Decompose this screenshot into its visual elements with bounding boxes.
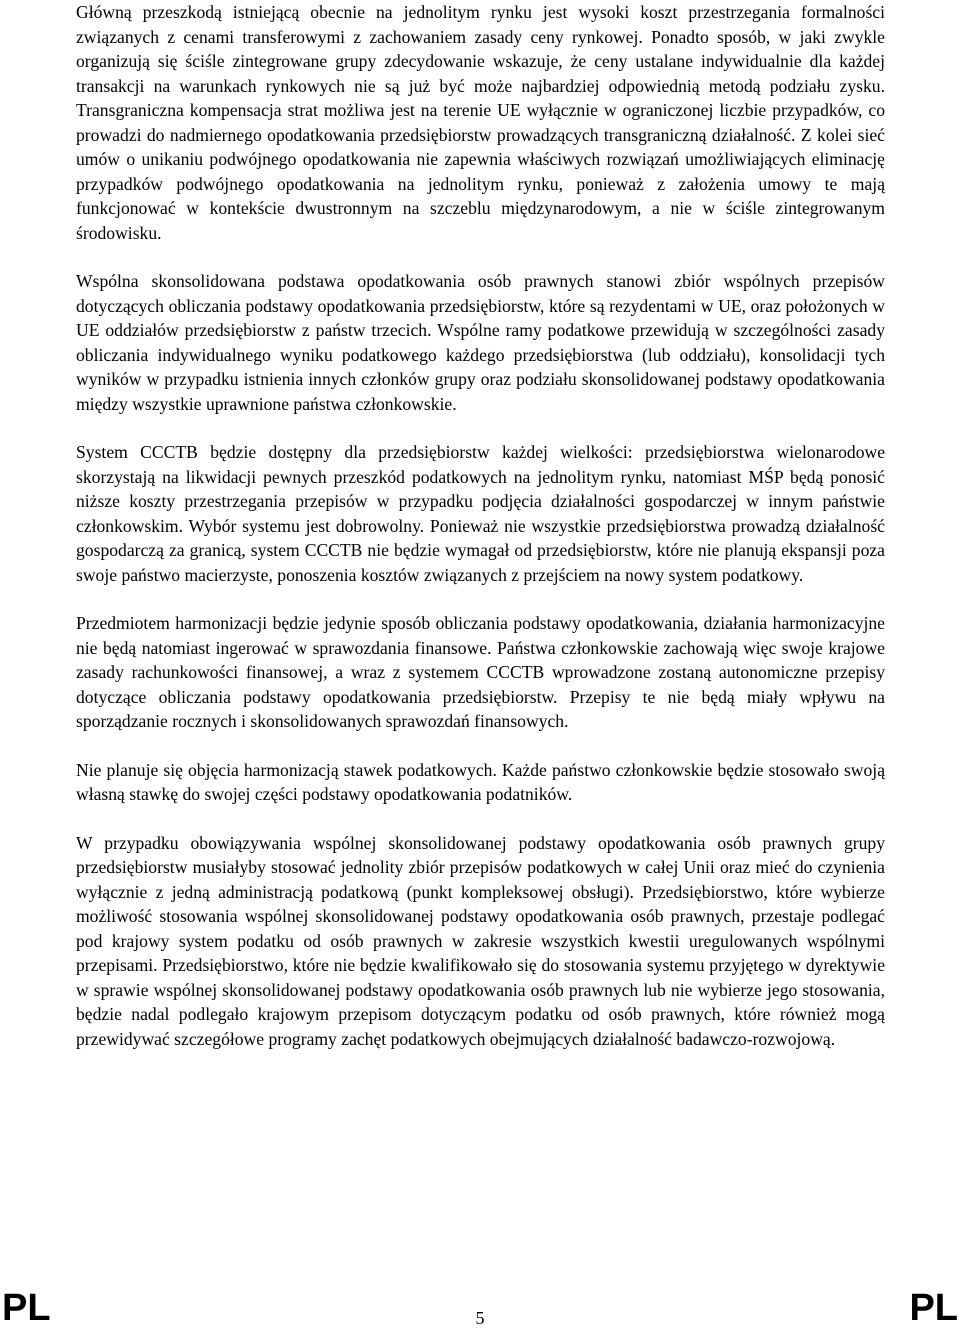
paragraph: W przypadku obowiązywania wspólnej skonsolidowanej podstawy opodatkowania osób prawnych grupy przedsiębiorstw musiałyby stosować jednolity zbiór przepisów podatkowych w całej Unii oraz mieć do czynienia wyłącznie z jedną administracją podatkową (punkt kompleksowej obsługi). Przedsiębiorstwo, które wybierze możliwość stosowania wspólnej skonsolidowanej podstawy opodatkowania osób prawnych, przestaje podlegać pod krajowy system podatku od osób prawnych w zakresie wszystkich kwestii uregulowanych wspólnymi przepisami. Przedsiębiorstwo, które nie będzie kwalifikowało się do stosowania systemu przyjętego w dyrektywie w sprawie wspólnej skonsolidowanej podstawy opodatkowania osób prawnych lub nie wybierze jego stosowania, będzie nadal podlegało krajowym przepisom dotyczącym podatku od osób prawnych, które również mogą przewidywać szczegółowe programy zachęt podatkowych obejmujących działalność badawczo-rozwojową. [76,832,885,1049]
footer-language-label-left: PL [2,1287,51,1329]
document-body [76,0,885,1051]
paragraph: Przedmiotem harmonizacji będzie jedynie sposób obliczania podstawy opodatkowania, działania harmonizacyjne nie będą natomiast ingerować w sprawozdania finansowe. Państwa członkowskie zachowają więc swoje krajowe zasady rachunkowości finansowej, a wraz z systemem CCCTB wprowadzone zostaną autonomiczne przepisy dotyczące obliczania podstawy opodatkowania przedsiębiorstw. Przepisy te nie będą miały wpływu na sporządzanie rocznych i skonsolidowanych sprawozdań finansowych. [76,613,885,731]
paragraph: Główną przeszkodą istniejącą obecnie na jednolitym rynku jest wysoki koszt przestrzegania formalności związanych z cenami transferowymi z zachowaniem zasady ceny rynkowej. Ponadto sposób, w jaki zwykle organizują się ściśle zintegrowane grupy zdecydowanie wskazuje, że ceny ustalane indywidualnie dla każdej transakcji na warunkach rynkowych nie są już być może najbardziej odpowiednią metodą podziału zysku. Transgraniczna kompensacja strat możliwa jest na terenie UE wyłącznie w ograniczonej liczbie przypadków, co prowadzi do nadmiernego opodatkowania przedsiębiorstw prowadzących transgraniczną działalność. Z kolei sieć umów o unikaniu podwójnego opodatkowania nie zapewnia właściwych rozwiązań umożliwiających eliminację przypadków podwójnego opodatkowania na jednolitym rynku, ponieważ z założenia umowy te mają funkcjonować w kontekście dwustronnym na szczeblu międzynarodowym, a nie w ściśle zintegrowanym środowisku. [76,2,885,243]
paragraph: Nie planuje się objęcia harmonizacją stawek podatkowych. Każde państwo członkowskie będzie stosowało swoją własną stawkę do swojej części podstawy opodatkowania podatników. [76,759,885,804]
paragraph: System CCCTB będzie dostępny dla przedsiębiorstw każdej wielkości: przedsiębiorstwa wielonarodowe skorzystają na likwidacji pewnych przeszkód podatkowych na jednolitym rynku, natomiast MŚP będą ponosić niższe koszty przestrzegania przepisów w przypadku podjęcia działalności gospodarczej w innym państwie członkowskim. Wybór systemu jest dobrowolny. Ponieważ nie wszystkie przedsiębiorstwa prowadzą działalność gospodarczą za granicą, system CCCTB nie będzie wymagał od przedsiębiorstw, które nie planują ekspansji poza swoje państwo macierzyste, ponoszenia kosztów związanych z przejściem na nowy system podatkowy. [76,442,885,585]
page-number: 5 [475,1308,485,1328]
footer-language-label-right: PL [909,1287,958,1329]
paragraph: Wspólna skonsolidowana podstawa opodatkowania osób prawnych stanowi zbiór wspólnych przepisów dotyczących obliczania podstawy opodatkowania przedsiębiorstw, które są rezydentami w UE, oraz położonych w UE oddziałów przedsiębiorstw z państw trzecich. Wspólne ramy podatkowe przewidują w szczególności zasady obliczania indywidualnego wyniku podatkowego każdego przedsiębiorstwa (lub oddziału), konsolidacji tych wyników w przypadku istnienia innych członków grupy oraz podziału skonsolidowanej podstawy opodatkowania między wszystkie uprawnione państwa członkowskie. [76,271,885,414]
